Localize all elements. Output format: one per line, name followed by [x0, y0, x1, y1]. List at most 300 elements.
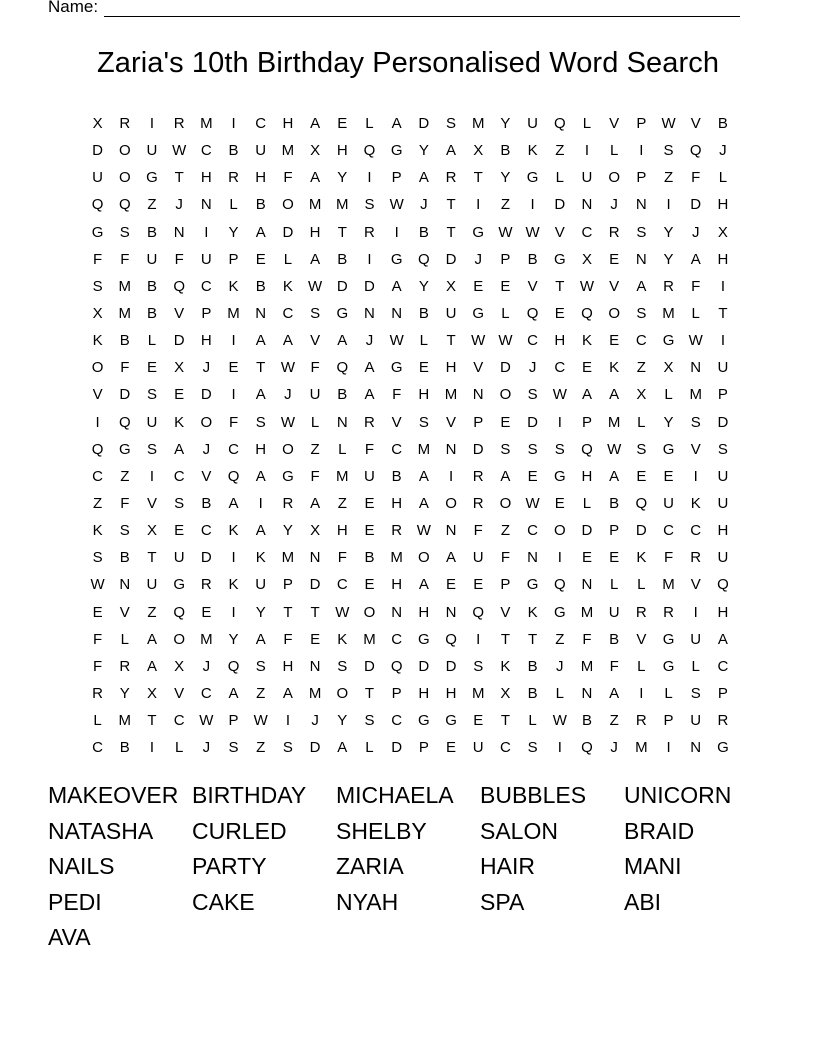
grid-cell[interactable]: O [608, 169, 620, 187]
grid-cell[interactable]: E [609, 250, 620, 268]
grid-cell[interactable]: D [527, 413, 539, 431]
grid-cell[interactable]: Q [717, 576, 729, 594]
grid-cell[interactable]: L [283, 250, 293, 268]
grid-cell[interactable]: K [609, 359, 620, 377]
grid-cell[interactable]: E [473, 712, 484, 730]
grid-cell[interactable]: H [255, 169, 267, 187]
grid-cell[interactable]: S [690, 413, 701, 431]
grid-cell[interactable]: G [472, 223, 485, 241]
grid-cell[interactable]: Q [227, 657, 240, 675]
grid-cell[interactable]: A [255, 467, 266, 485]
grid-cell[interactable]: R [635, 712, 647, 730]
grid-cell[interactable]: A [609, 467, 620, 485]
grid-cell[interactable]: X [663, 359, 674, 377]
grid-cell[interactable]: X [146, 684, 157, 702]
grid-cell[interactable]: A [255, 332, 266, 350]
grid-cell[interactable]: L [555, 684, 564, 702]
grid-cell[interactable]: Z [147, 603, 157, 621]
grid-cell[interactable]: A [255, 223, 266, 241]
grid-cell[interactable]: E [364, 494, 375, 512]
grid-cell[interactable]: A [310, 250, 321, 268]
grid-cell[interactable]: I [149, 467, 155, 485]
grid-cell[interactable]: U [527, 115, 539, 132]
grid-cell[interactable]: G [662, 332, 675, 350]
grid-cell[interactable]: V [527, 277, 538, 295]
grid-cell[interactable]: X [446, 277, 457, 295]
grid-cell[interactable]: N [391, 603, 403, 621]
grid-cell[interactable]: D [200, 549, 212, 567]
grid-cell[interactable]: P [418, 739, 429, 757]
grid-cell[interactable]: E [364, 576, 375, 594]
grid-cell[interactable]: E [228, 359, 239, 377]
grid-cell[interactable]: D [418, 657, 430, 675]
grid-cell[interactable]: N [336, 413, 348, 431]
grid-cell[interactable]: I [666, 196, 671, 214]
grid-cell[interactable]: B [119, 549, 130, 567]
grid-cell[interactable]: L [93, 712, 102, 730]
grid-cell[interactable]: D [200, 386, 212, 404]
grid-cell[interactable]: A [282, 332, 293, 350]
grid-cell[interactable]: X [174, 657, 185, 675]
grid-cell[interactable]: R [119, 115, 131, 132]
grid-cell[interactable]: W [661, 115, 676, 132]
grid-cell[interactable]: N [690, 359, 702, 377]
grid-cell[interactable]: G [472, 304, 485, 322]
grid-cell[interactable]: R [690, 549, 702, 567]
grid-cell[interactable]: U [146, 142, 158, 160]
grid-cell[interactable]: S [146, 386, 157, 404]
grid-cell[interactable]: Z [663, 169, 674, 187]
grid-cell[interactable]: W [90, 576, 105, 594]
grid-cell[interactable]: T [174, 169, 184, 187]
grid-cell[interactable]: C [336, 576, 348, 594]
grid-cell[interactable]: E [581, 359, 592, 377]
grid-cell[interactable]: B [500, 142, 511, 160]
grid-cell[interactable]: H [255, 440, 267, 458]
grid-cell[interactable]: U [364, 467, 375, 485]
grid-cell[interactable]: L [528, 712, 537, 730]
grid-cell[interactable]: C [200, 277, 212, 295]
grid-cell[interactable]: B [255, 277, 266, 295]
grid-cell[interactable]: H [717, 603, 729, 621]
grid-cell[interactable]: E [174, 386, 185, 404]
grid-cell[interactable]: B [337, 250, 348, 268]
grid-cell[interactable]: V [690, 440, 701, 458]
grid-cell[interactable]: N [690, 739, 702, 757]
grid-cell[interactable]: Z [636, 359, 646, 377]
grid-cell[interactable]: G [390, 142, 403, 160]
grid-cell[interactable]: N [581, 576, 593, 594]
grid-cell[interactable]: C [255, 115, 267, 132]
grid-cell[interactable]: S [500, 440, 511, 458]
grid-cell[interactable]: V [119, 603, 130, 621]
grid-cell[interactable]: X [174, 359, 185, 377]
grid-cell[interactable]: T [500, 630, 510, 648]
grid-cell[interactable]: U [472, 549, 484, 567]
grid-cell[interactable]: S [717, 440, 728, 458]
grid-cell[interactable]: S [119, 223, 130, 241]
grid-cell[interactable]: R [635, 603, 647, 621]
grid-cell[interactable]: Z [120, 467, 130, 485]
grid-cell[interactable]: A [418, 169, 429, 187]
grid-cell[interactable]: E [636, 467, 647, 485]
grid-cell[interactable]: B [527, 250, 538, 268]
grid-cell[interactable]: E [527, 467, 538, 485]
grid-cell[interactable]: L [365, 739, 374, 757]
grid-cell[interactable]: Q [363, 142, 376, 160]
grid-cell[interactable]: D [445, 250, 457, 268]
grid-cell[interactable]: L [609, 576, 619, 594]
grid-cell[interactable]: L [174, 739, 184, 757]
grid-cell[interactable]: C [391, 712, 403, 730]
grid-cell[interactable]: P [636, 115, 647, 132]
grid-cell[interactable]: M [200, 630, 213, 648]
grid-cell[interactable]: P [473, 413, 484, 431]
grid-cell[interactable]: B [527, 684, 538, 702]
grid-cell[interactable]: Q [418, 250, 430, 268]
grid-cell[interactable]: W [416, 522, 431, 540]
grid-cell[interactable]: B [609, 494, 620, 512]
grid-cell[interactable]: M [281, 142, 295, 160]
grid-cell[interactable]: C [635, 332, 647, 350]
grid-cell[interactable]: J [202, 359, 211, 377]
grid-cell[interactable]: B [527, 657, 538, 675]
grid-cell[interactable]: E [201, 603, 212, 621]
grid-cell[interactable]: R [663, 277, 674, 295]
grid-cell[interactable]: S [364, 196, 375, 214]
grid-cell[interactable]: F [120, 494, 130, 512]
grid-cell[interactable]: F [582, 630, 592, 648]
grid-cell[interactable]: P [717, 684, 728, 702]
grid-cell[interactable]: G [553, 250, 566, 268]
grid-cell[interactable]: K [282, 277, 293, 295]
grid-cell[interactable]: M [118, 712, 132, 730]
grid-cell[interactable]: F [337, 549, 347, 567]
grid-cell[interactable]: N [472, 386, 484, 404]
grid-cell[interactable]: G [118, 440, 131, 458]
grid-cell[interactable]: W [607, 440, 622, 458]
grid-cell[interactable]: H [391, 494, 403, 512]
grid-cell[interactable]: A [717, 630, 728, 648]
grid-cell[interactable]: G [336, 304, 349, 322]
grid-cell[interactable]: S [255, 657, 266, 675]
grid-cell[interactable]: R [364, 413, 375, 431]
grid-cell[interactable]: D [690, 196, 702, 214]
grid-cell[interactable]: P [201, 304, 212, 322]
grid-cell[interactable]: T [555, 277, 565, 295]
grid-cell[interactable]: O [118, 169, 131, 187]
grid-cell[interactable]: U [173, 549, 185, 567]
grid-cell[interactable]: A [500, 467, 511, 485]
grid-cell[interactable]: B [228, 142, 239, 160]
grid-cell[interactable]: S [92, 277, 103, 295]
grid-cell[interactable]: J [610, 196, 618, 214]
grid-cell[interactable]: W [525, 223, 540, 241]
grid-cell[interactable]: X [636, 386, 647, 404]
grid-cell[interactable]: T [147, 712, 157, 730]
grid-cell[interactable]: R [663, 603, 674, 621]
grid-cell[interactable]: C [173, 712, 185, 730]
grid-cell[interactable]: B [146, 304, 157, 322]
grid-cell[interactable]: I [367, 250, 372, 268]
grid-cell[interactable]: H [418, 684, 430, 702]
grid-cell[interactable]: C [527, 522, 539, 540]
grid-cell[interactable]: B [717, 115, 728, 132]
grid-cell[interactable]: A [418, 494, 429, 512]
grid-cell[interactable]: M [308, 684, 322, 702]
grid-cell[interactable]: H [336, 522, 348, 540]
grid-cell[interactable]: A [581, 386, 592, 404]
grid-cell[interactable]: Y [663, 413, 674, 431]
grid-cell[interactable]: U [200, 250, 212, 268]
grid-cell[interactable]: D [173, 332, 185, 350]
grid-cell[interactable]: S [636, 223, 647, 241]
grid-cell[interactable]: Z [500, 196, 510, 214]
grid-cell[interactable]: F [310, 467, 320, 485]
grid-cell[interactable]: N [200, 196, 212, 214]
grid-cell[interactable]: L [718, 169, 728, 187]
grid-cell[interactable]: W [199, 712, 214, 730]
grid-cell[interactable]: A [609, 684, 620, 702]
grid-cell[interactable]: N [309, 549, 321, 567]
grid-cell[interactable]: Q [390, 657, 403, 675]
grid-cell[interactable]: H [200, 332, 212, 350]
grid-cell[interactable]: E [255, 250, 266, 268]
grid-cell[interactable]: I [584, 142, 590, 160]
grid-cell[interactable]: F [500, 549, 510, 567]
grid-cell[interactable]: D [309, 576, 321, 594]
grid-cell[interactable]: M [336, 196, 349, 214]
grid-cell[interactable]: D [499, 359, 511, 377]
grid-cell[interactable]: M [118, 304, 132, 322]
grid-cell[interactable]: B [391, 467, 402, 485]
grid-cell[interactable]: M [390, 549, 403, 567]
grid-cell[interactable]: N [581, 684, 593, 702]
grid-cell[interactable]: F [174, 250, 184, 268]
grid-cell[interactable]: Q [445, 630, 457, 648]
grid-cell[interactable]: J [474, 250, 482, 268]
grid-cell[interactable]: K [255, 549, 266, 567]
grid-cell[interactable]: Z [93, 494, 103, 512]
grid-cell[interactable]: L [582, 115, 592, 132]
grid-cell[interactable]: Q [689, 142, 702, 160]
grid-cell[interactable]: F [283, 630, 293, 648]
grid-cell[interactable]: N [635, 250, 647, 268]
grid-cell[interactable]: H [717, 196, 729, 214]
grid-cell[interactable]: I [693, 603, 698, 621]
grid-cell[interactable]: H [309, 223, 321, 241]
grid-cell[interactable]: D [581, 522, 593, 540]
grid-cell[interactable]: U [663, 494, 674, 512]
grid-cell[interactable]: N [445, 522, 457, 540]
grid-cell[interactable]: G [390, 359, 403, 377]
grid-cell[interactable]: Y [228, 223, 239, 241]
grid-cell[interactable]: L [609, 142, 619, 160]
grid-cell[interactable]: A [391, 115, 402, 132]
grid-cell[interactable]: L [555, 169, 564, 187]
grid-cell[interactable]: N [391, 304, 403, 322]
grid-cell[interactable]: V [636, 630, 647, 648]
grid-cell[interactable]: I [448, 467, 454, 485]
grid-cell[interactable]: W [579, 277, 595, 295]
grid-cell[interactable]: A [364, 386, 375, 404]
grid-cell[interactable]: D [635, 522, 647, 540]
grid-cell[interactable]: B [146, 277, 157, 295]
grid-cell[interactable]: Q [173, 277, 185, 295]
grid-cell[interactable]: H [282, 657, 294, 675]
grid-cell[interactable]: S [228, 739, 239, 757]
grid-cell[interactable]: N [309, 657, 321, 675]
grid-cell[interactable]: X [581, 250, 592, 268]
grid-cell[interactable]: Z [555, 630, 565, 648]
grid-cell[interactable]: K [527, 603, 538, 621]
grid-cell[interactable]: U [146, 576, 158, 594]
grid-cell[interactable]: S [174, 494, 185, 512]
grid-cell[interactable]: E [473, 277, 484, 295]
grid-cell[interactable]: E [174, 522, 185, 540]
grid-cell[interactable]: W [552, 386, 567, 404]
grid-cell[interactable]: H [445, 359, 457, 377]
grid-cell[interactable]: C [391, 630, 403, 648]
grid-cell[interactable]: N [635, 196, 647, 214]
grid-cell[interactable]: J [202, 440, 211, 458]
grid-cell[interactable]: L [501, 304, 510, 322]
grid-cell[interactable]: D [445, 657, 457, 675]
grid-cell[interactable]: X [310, 522, 321, 540]
grid-cell[interactable]: W [525, 494, 540, 512]
grid-cell[interactable]: K [228, 576, 239, 594]
grid-cell[interactable]: I [231, 386, 236, 404]
grid-cell[interactable]: U [717, 359, 729, 377]
grid-cell[interactable]: Q [635, 494, 648, 512]
grid-cell[interactable]: J [365, 332, 374, 350]
grid-cell[interactable]: S [418, 413, 429, 431]
grid-cell[interactable]: M [662, 576, 675, 594]
grid-cell[interactable]: J [175, 196, 183, 214]
grid-cell[interactable]: W [688, 332, 703, 350]
grid-cell[interactable]: T [364, 684, 375, 702]
grid-cell[interactable]: X [92, 304, 103, 322]
grid-cell[interactable]: I [149, 115, 155, 132]
grid-cell[interactable]: M [471, 115, 485, 132]
grid-cell[interactable]: X [717, 223, 728, 241]
grid-cell[interactable]: H [391, 576, 403, 594]
grid-cell[interactable]: Q [553, 115, 566, 132]
grid-cell[interactable]: B [201, 494, 212, 512]
grid-cell[interactable]: A [255, 386, 266, 404]
grid-cell[interactable]: U [717, 549, 729, 567]
grid-cell[interactable]: I [693, 467, 698, 485]
grid-cell[interactable]: L [229, 196, 238, 214]
grid-cell[interactable]: U [309, 386, 321, 404]
grid-cell[interactable]: D [391, 739, 403, 757]
grid-cell[interactable]: M [580, 603, 594, 621]
grid-cell[interactable]: T [147, 549, 157, 567]
grid-cell[interactable]: I [231, 549, 236, 567]
grid-cell[interactable]: S [92, 549, 103, 567]
grid-cell[interactable]: P [228, 712, 239, 730]
grid-cell[interactable]: S [146, 440, 157, 458]
grid-cell[interactable]: U [255, 576, 267, 594]
grid-cell[interactable]: G [173, 576, 185, 594]
grid-cell[interactable]: I [258, 494, 263, 512]
grid-cell[interactable]: Y [663, 223, 674, 241]
grid-cell[interactable]: R [472, 467, 484, 485]
grid-cell[interactable]: M [417, 440, 431, 458]
grid-cell[interactable]: L [691, 304, 700, 322]
grid-cell[interactable]: E [473, 576, 484, 594]
grid-cell[interactable]: K [690, 494, 701, 512]
grid-cell[interactable]: S [282, 739, 293, 757]
grid-cell[interactable]: R [119, 657, 131, 675]
grid-cell[interactable]: I [557, 739, 562, 757]
grid-cell[interactable]: M [580, 657, 594, 675]
grid-cell[interactable]: B [119, 739, 130, 757]
grid-cell[interactable]: R [717, 712, 729, 730]
grid-cell[interactable]: T [500, 712, 510, 730]
grid-cell[interactable]: E [500, 413, 511, 431]
grid-cell[interactable]: A [446, 142, 457, 160]
grid-cell[interactable]: V [500, 603, 511, 621]
grid-cell[interactable]: L [664, 684, 673, 702]
grid-cell[interactable]: Q [173, 603, 185, 621]
grid-cell[interactable]: K [92, 332, 103, 350]
grid-cell[interactable]: U [581, 169, 593, 187]
grid-cell[interactable]: U [690, 630, 702, 648]
grid-cell[interactable]: A [364, 359, 375, 377]
grid-cell[interactable]: F [228, 413, 239, 431]
grid-cell[interactable]: U [92, 169, 104, 187]
grid-cell[interactable]: N [173, 223, 185, 241]
grid-cell[interactable]: E [92, 603, 103, 621]
grid-cell[interactable]: F [93, 630, 103, 648]
grid-cell[interactable]: U [690, 712, 702, 730]
grid-cell[interactable]: O [200, 413, 213, 431]
grid-cell[interactable]: A [446, 549, 457, 567]
grid-cell[interactable]: K [228, 522, 239, 540]
grid-cell[interactable]: I [720, 332, 725, 350]
grid-cell[interactable]: M [363, 630, 376, 648]
grid-cell[interactable]: P [500, 576, 511, 594]
grid-cell[interactable]: J [202, 739, 211, 757]
grid-cell[interactable]: G [553, 467, 566, 485]
grid-cell[interactable]: N [255, 304, 267, 322]
grid-cell[interactable]: U [255, 142, 267, 160]
grid-cell[interactable]: P [391, 169, 402, 187]
grid-cell[interactable]: I [394, 223, 399, 241]
grid-cell[interactable]: K [92, 522, 103, 540]
grid-cell[interactable]: G [526, 576, 539, 594]
grid-cell[interactable]: D [282, 223, 294, 241]
grid-cell[interactable]: I [231, 115, 236, 132]
grid-cell[interactable]: Z [337, 494, 347, 512]
grid-cell[interactable]: V [174, 684, 185, 702]
grid-cell[interactable]: V [92, 386, 103, 404]
grid-cell[interactable]: M [308, 196, 322, 214]
grid-cell[interactable]: C [554, 359, 566, 377]
grid-cell[interactable]: C [173, 467, 185, 485]
grid-cell[interactable]: J [202, 657, 211, 675]
grid-cell[interactable]: H [717, 522, 729, 540]
grid-cell[interactable]: V [609, 115, 620, 132]
grid-cell[interactable]: X [92, 115, 103, 132]
grid-cell[interactable]: A [636, 277, 647, 295]
grid-cell[interactable]: H [282, 115, 294, 132]
grid-cell[interactable]: I [557, 549, 562, 567]
grid-cell[interactable]: D [554, 196, 566, 214]
grid-cell[interactable]: O [553, 522, 566, 540]
grid-cell[interactable]: C [282, 304, 294, 322]
